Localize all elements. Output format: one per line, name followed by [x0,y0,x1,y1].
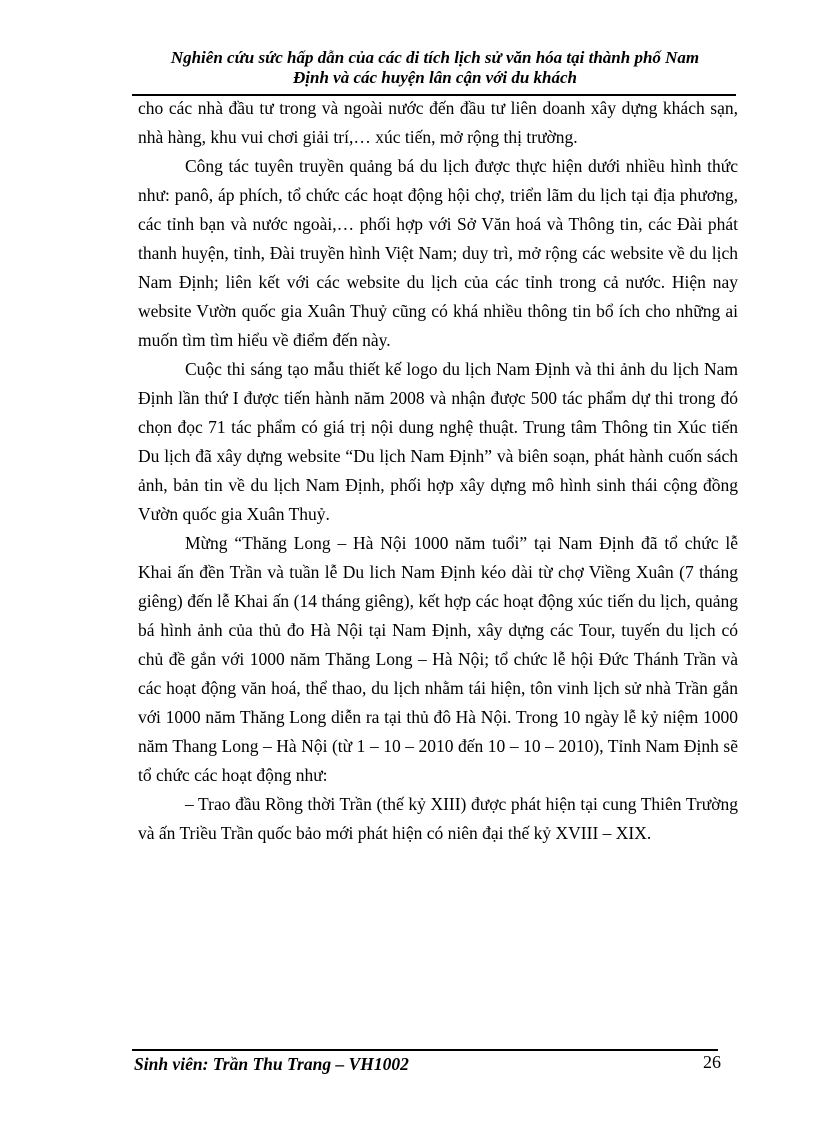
body-text [138,94,738,848]
paragraph-continued: cho các nhà đầu tư trong và ngoài nước đến đầu tư liên doanh xây dựng khách sạn, nhà hàng, khu vui chơi giải trí,… xúc tiến, mở rộng thị trường. [138,98,738,147]
footer-student-name: Sinh viên: Trần Thu Trang – VH1002 [134,1054,409,1074]
paragraph-logo-contest: Cuộc thi sáng tạo mẫu thiết kế logo du lịch Nam Định và thi ảnh du lịch Nam Định lần thứ I được tiến hành năm 2008 và nhận được 500 tác phẩm dự thi trong đó chọn đọc 71 tác phẩm có giá trị nội dung nghệ thuật. Trung tâm Thông tin Xúc tiến Du lịch đã xây dựng website “Du lịch Nam Định” và biên soạn, phát hành cuốn sách ảnh, bản tin về du lịch Nam Định, phối hợp xây dựng mô hình sinh thái cộng đồng Vườn quốc gia Xuân Thuỷ. [138,359,738,524]
page-number: 26 [703,1052,721,1072]
header-title-line-1: Nghiên cứu sức hấp dẫn của các di tích lịch sử văn hóa tại thành phố Nam [170,48,700,67]
paragraph-thang-long: Mừng “Thăng Long – Hà Nội 1000 năm tuổi” tại Nam Định đã tổ chức lễ Khai ấn đền Trần và tuần lễ Du lich Nam Định kéo dài từ chợ Viềng Xuân (7 tháng giêng) đến lễ Khai ấn (14 tháng giêng), kết hợp các hoạt động xúc tiến du lịch, quảng bá hình ảnh của thủ đo Hà Nội tại Nam Định, xây dựng các Tour, tuyến du lịch có chủ đề gắn với 1000 năm Thăng Long – Hà Nội; tổ chức lễ hội Đức Thánh Trần và các hoạt động văn hoá, thể thao, du lịch nhằm tái hiện, tôn vinh lịch sử nhà Trần gắn với 1000 năm Thăng Long diễn ra tại thủ đô Hà Nội. Trong 10 ngày lễ kỷ niệm 1000 năm Thang Long – Hà Nội (từ 1 – 10 – 2010 đến 10 – 10 – 2010), Tỉnh Nam Định sẽ tổ chức các hoạt động như: [138,533,738,785]
running-header [130,48,740,88]
paragraph-promotion: Công tác tuyên truyền quảng bá du lịch được thực hiện dưới nhiều hình thức như: panô, áp phích, tổ chức các hoạt động hội chợ, triển lãm du lịch tại địa phương, các tỉnh bạn và nước ngoài,… phối hợp với Sở Văn hoá và Thông tin, các Đài phát thanh huyện, tỉnh, Đài truyền hình Việt Nam; duy trì, mở rộng các website về du lịch Nam Định; liên kết với các website du lịch của các tỉnh trong cả nước. Hiện nay website Vườn quốc gia Xuân Thuỷ cũng có khá nhiều thông tin bổ ích cho những ai muốn tìm tìm hiểu về điểm đến này. [138,156,738,350]
footer-rule [132,1049,718,1051]
paragraph-dragon-head: – Trao đầu Rồng thời Trần (thế kỷ XIII) được phát hiện tại cung Thiên Trường và ấn Triều Trần quốc bảo mới phát hiện có niên đại thế kỷ XVIII – XIX. [138,794,738,843]
header-title-line-2: Định và các huyện lân cận với du khách [293,68,577,87]
